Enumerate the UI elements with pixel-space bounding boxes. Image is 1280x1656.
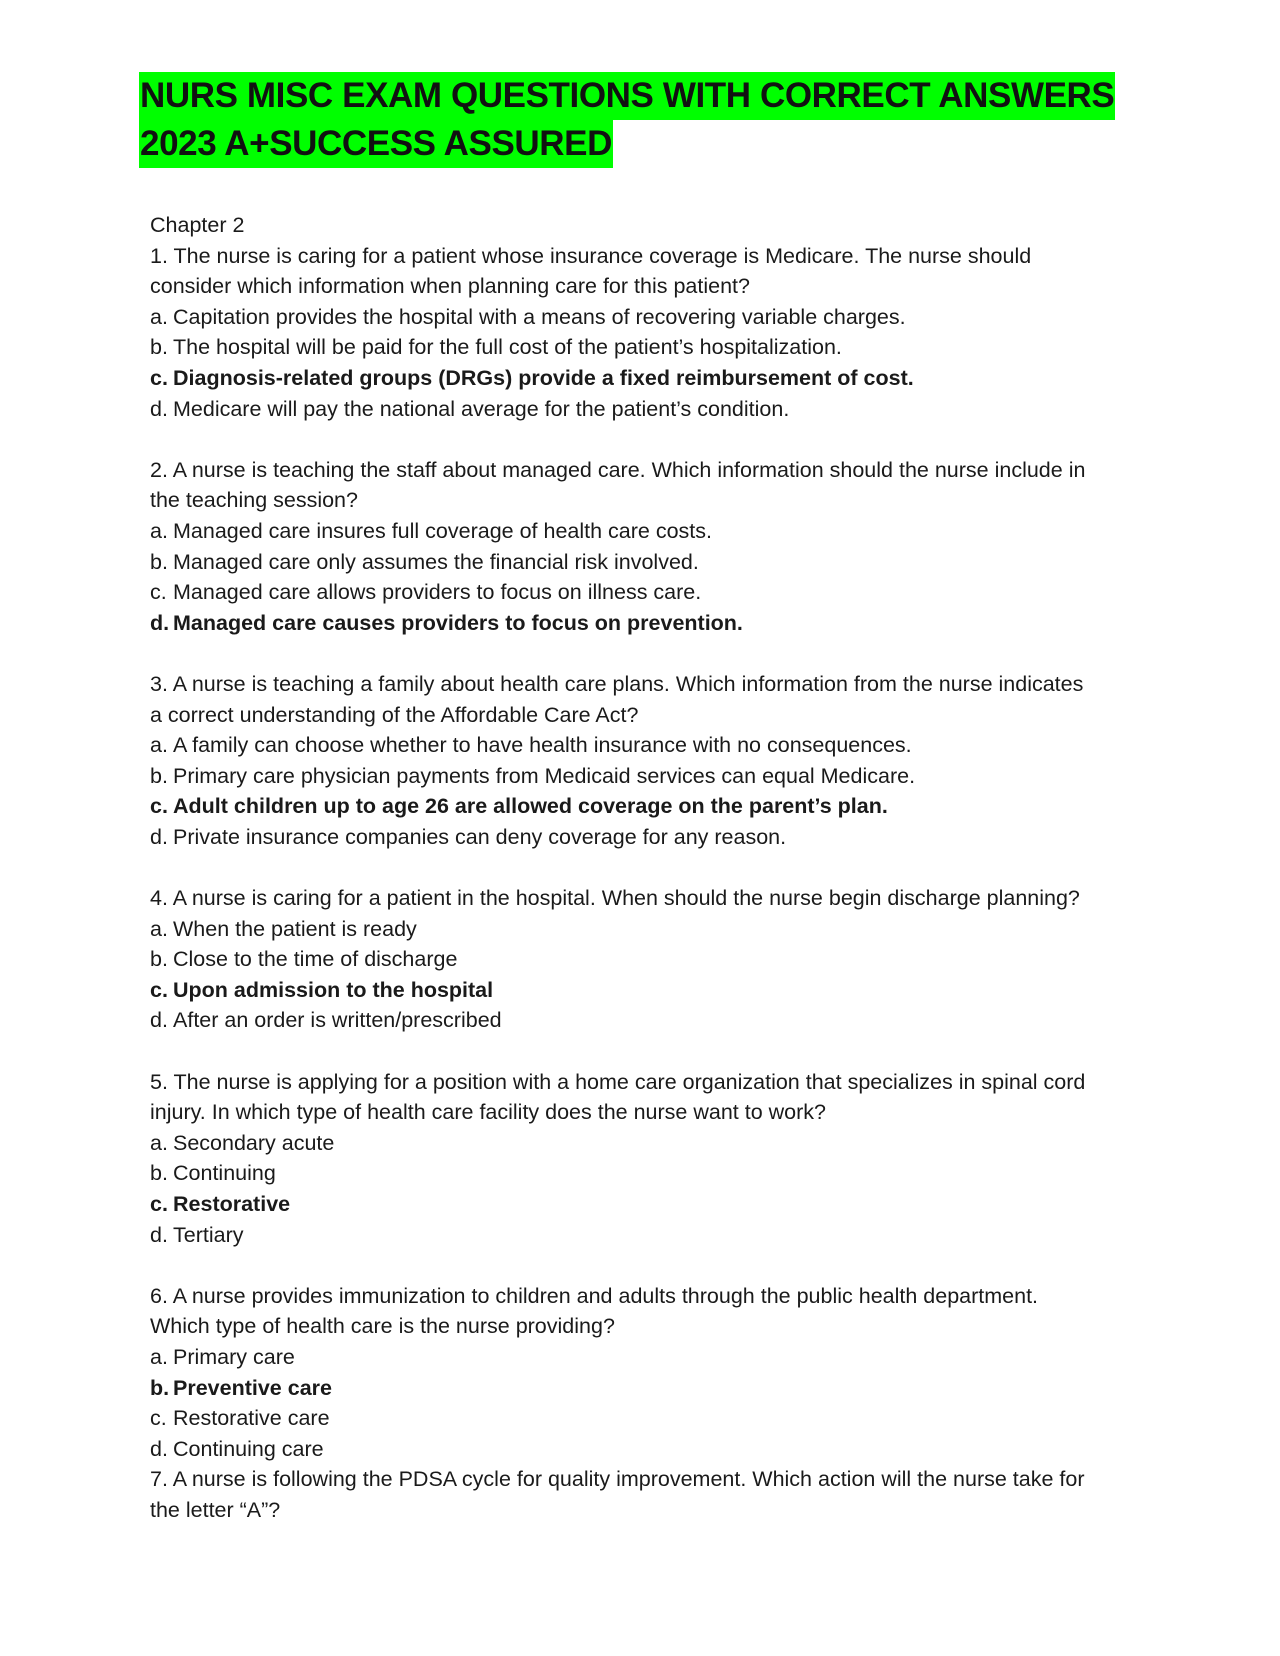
answer-option: d. Private insurance companies can deny coverage for any reason. (150, 824, 787, 849)
question-2 (150, 455, 1090, 639)
question-6 (150, 1281, 1090, 1465)
question-stem: 7. A nurse is following the PDSA cycle for quality improvement. Which action will the nurse take for the letter “A”? (150, 1467, 1085, 1522)
title-line-2: 2023 A+SUCCESS ASSURED (139, 120, 613, 168)
question-stem: 5. The nurse is applying for a position with a home care organization that specializes in spinal cord injury. In which type of health care facility does the nurse want to work? (150, 1069, 1086, 1125)
answer-option: a. A family can choose whether to have health insurance with no consequences. (150, 733, 912, 758)
correct-answer-option: c. Restorative (150, 1192, 291, 1216)
answer-option: d. After an order is written/prescribed (150, 1008, 502, 1033)
question-7 (150, 1464, 1090, 1525)
answer-option: a. Managed care insures full coverage of health care costs. (150, 518, 712, 543)
question-stem: 4. A nurse is caring for a patient in the hospital. When should the nurse begin discharge planning? (150, 886, 1080, 911)
question-1 (150, 241, 1090, 425)
document-title (139, 72, 1115, 168)
correct-answer-option: c. Diagnosis-related groups (DRGs) provide a fixed reimbursement of cost. (150, 365, 914, 390)
answer-option: b. Continuing (150, 1161, 276, 1186)
answer-option: b. Primary care physician payments from Medicaid services can equal Medicare. (150, 763, 916, 788)
answer-option: b. The hospital will be paid for the full cost of the patient’s hospitalization. (150, 335, 842, 360)
answer-option: c. Restorative care (150, 1406, 330, 1431)
document-body (150, 210, 1090, 1526)
answer-option: d. Medicare will pay the national average for the patient’s condition. (150, 396, 790, 421)
answer-option: a. When the patient is ready (150, 916, 417, 941)
question-5 (150, 1067, 1090, 1251)
question-stem: 6. A nurse provides immunization to children and adults through the public health department. Which type of health care is the nurse providing? (150, 1283, 1039, 1339)
answer-option: a. Primary care (150, 1344, 295, 1369)
answer-option: a. Capitation provides the hospital with a means of recovering variable charges. (150, 304, 906, 329)
correct-answer-option: b. Preventive care (150, 1375, 332, 1400)
question-stem: 2. A nurse is teaching the staff about managed care. Which information should the nurse include in the teaching session? (150, 457, 1086, 513)
question-stem: 3. A nurse is teaching a family about health care plans. Which information from the nurse indicates a correct understanding of the Affordable Care Act? (150, 671, 1084, 727)
title-line-1: NURS MISC EXAM QUESTIONS WITH CORRECT ANSWERS (139, 72, 1115, 120)
question-stem: 1. The nurse is caring for a patient whose insurance coverage is Medicare. The nurse should consider which information when planning care for this patient? (150, 243, 1032, 299)
question-3 (150, 669, 1090, 853)
answer-option: a. Secondary acute (150, 1130, 335, 1155)
correct-answer-option: d. Managed care causes providers to focus on prevention. (150, 610, 743, 635)
answer-option: d. Tertiary (150, 1222, 244, 1247)
correct-answer-option: c. Adult children up to age 26 are allowed coverage on the parent’s plan. (150, 794, 888, 819)
answer-option: b. Close to the time of discharge (150, 947, 458, 972)
correct-answer-option: c. Upon admission to the hospital (150, 977, 494, 1002)
question-4 (150, 883, 1090, 1036)
answer-option: d. Continuing care (150, 1436, 324, 1461)
answer-option: c. Managed care allows providers to focus on illness care. (150, 580, 702, 605)
answer-option: b. Managed care only assumes the financial risk involved. (150, 549, 699, 574)
chapter-heading: Chapter 2 (150, 213, 245, 237)
